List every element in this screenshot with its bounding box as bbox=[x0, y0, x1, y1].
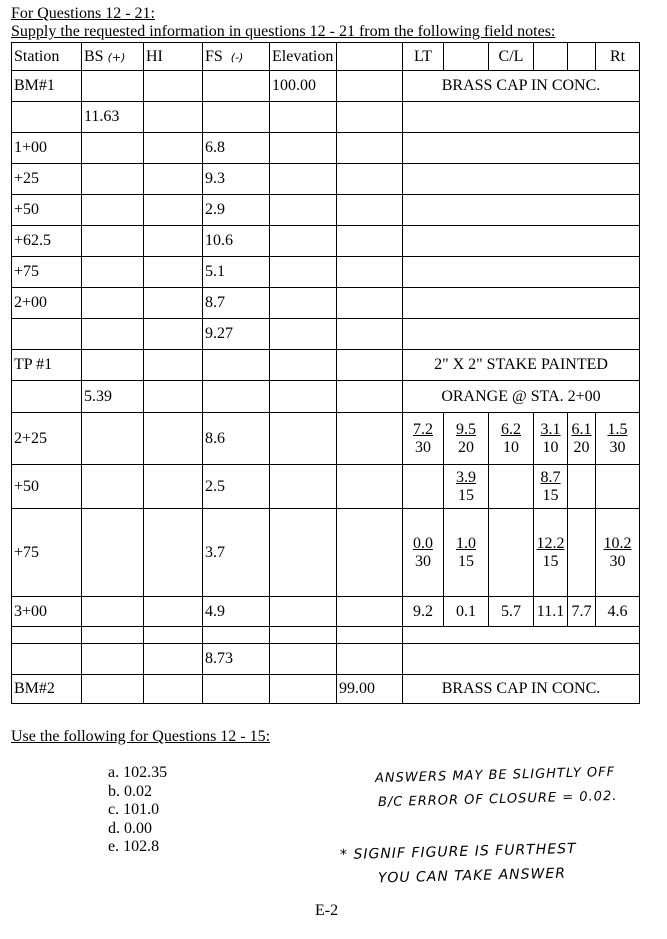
xsection-cell: 6.1 20 bbox=[568, 413, 596, 465]
section-heading: For Questions 12 - 21: bbox=[11, 5, 155, 22]
elevation-cell: 99.00 bbox=[337, 675, 403, 704]
fs-cell: 8.6 bbox=[203, 413, 270, 465]
table-row bbox=[12, 195, 640, 226]
station-cell: +75 bbox=[12, 257, 82, 288]
xsection-cell: 8.7 15 bbox=[534, 465, 568, 509]
answer-choices bbox=[108, 764, 167, 857]
station-cell: 1+00 bbox=[12, 133, 82, 164]
table-row bbox=[12, 133, 640, 164]
rt-header: Rt bbox=[596, 43, 640, 71]
xsection-cell: 3.1 10 bbox=[534, 413, 568, 465]
table-row bbox=[12, 597, 640, 627]
notes-cell: 2" X 2" STAKE PAINTED bbox=[403, 350, 640, 381]
table-row bbox=[12, 675, 640, 704]
choice-a: a. 102.35 bbox=[108, 764, 168, 781]
table-row bbox=[12, 509, 640, 597]
table-row bbox=[12, 288, 640, 319]
table-header-row bbox=[12, 43, 640, 71]
station-header: Station bbox=[12, 43, 82, 71]
xsection-cell: 7.7 bbox=[568, 597, 596, 627]
xsection-cell: 11.1 bbox=[534, 597, 568, 627]
table-row bbox=[12, 102, 640, 133]
table-row bbox=[12, 319, 640, 350]
table-row bbox=[12, 413, 640, 465]
xsection-cell: 1.5 30 bbox=[596, 413, 640, 465]
instructions: Supply the requested information in questions 12 - 21 from the following field notes: bbox=[11, 23, 556, 40]
choice-e: e. 102.8 bbox=[108, 838, 160, 856]
fs-cell: 8.7 bbox=[203, 288, 270, 319]
xsection-cell: 10.2 30 bbox=[596, 509, 640, 597]
xsection-cell: 3.9 15 bbox=[444, 465, 489, 509]
station-cell: BM#2 bbox=[12, 675, 82, 704]
bs-header: BS (+) bbox=[82, 43, 144, 71]
notes-cell: BRASS CAP IN CONC. bbox=[403, 71, 640, 102]
station-cell: 3+00 bbox=[12, 597, 82, 627]
xsection-cell: 0.1 bbox=[444, 597, 489, 627]
station-cell: +50 bbox=[12, 195, 82, 226]
xsection-cell: 1.0 15 bbox=[444, 509, 489, 597]
handwritten-note-2: B/C ERROR OF CLOSURE = 0.02. bbox=[377, 788, 618, 811]
xsection-cell: 0.0 30 bbox=[403, 509, 444, 597]
xsection-cell: 12.2 15 bbox=[534, 509, 568, 597]
xsection-cell: 9.5 20 bbox=[444, 413, 489, 465]
page-number: E-2 bbox=[315, 902, 339, 919]
station-cell: 2+25 bbox=[12, 413, 82, 465]
fs-cell: 9.3 bbox=[203, 164, 270, 195]
questions-intro: Use the following for Questions 12 - 15: bbox=[11, 728, 271, 745]
station-cell: TP #1 bbox=[12, 350, 82, 381]
notes-cell: BRASS CAP IN CONC. bbox=[403, 675, 640, 704]
handwritten-note-4: YOU CAN TAKE ANSWER bbox=[377, 865, 567, 887]
elevation-cell: 100.00 bbox=[270, 71, 337, 102]
station-cell: +50 bbox=[12, 465, 82, 509]
handwritten-note-1: ANSWERS MAY BE SLIGHTLY OFF bbox=[374, 764, 616, 787]
fs-header: FS (-) bbox=[203, 43, 270, 71]
xsection-cell: 7.2 30 bbox=[403, 413, 444, 465]
fs-cell: 8.73 bbox=[203, 644, 270, 675]
table-row bbox=[12, 627, 640, 644]
lt-header: LT bbox=[403, 43, 444, 71]
fs-cell: 6.8 bbox=[203, 133, 270, 164]
station-cell: 2+00 bbox=[12, 288, 82, 319]
table-row bbox=[12, 644, 640, 675]
fs-cell: 5.1 bbox=[203, 257, 270, 288]
table-row bbox=[12, 226, 640, 257]
bs-cell: 11.63 bbox=[82, 102, 144, 133]
choice-b: b. 0.02 bbox=[108, 782, 152, 800]
station-cell: +25 bbox=[12, 164, 82, 195]
table-row bbox=[12, 71, 640, 102]
fs-cell: 2.9 bbox=[203, 195, 270, 226]
notes-cell: ORANGE @ STA. 2+00 bbox=[403, 381, 640, 413]
station-cell: +62.5 bbox=[12, 226, 82, 257]
station-cell: +75 bbox=[12, 509, 82, 597]
table-row bbox=[12, 465, 640, 509]
table-row bbox=[12, 381, 640, 413]
field-notes-table bbox=[11, 42, 640, 704]
xsection-cell: 5.7 bbox=[489, 597, 534, 627]
xsection-cell: 9.2 bbox=[403, 597, 444, 627]
choice-d: d. 0.00 bbox=[108, 819, 152, 837]
table-row bbox=[12, 164, 640, 195]
bs-cell: 5.39 bbox=[82, 381, 144, 413]
fs-cell: 4.9 bbox=[203, 597, 270, 627]
hi-header: HI bbox=[144, 43, 203, 71]
fs-cell: 9.27 bbox=[203, 319, 270, 350]
xsection-cell: 6.2 10 bbox=[489, 413, 534, 465]
fs-cell: 3.7 bbox=[203, 509, 270, 597]
fs-cell: 10.6 bbox=[203, 226, 270, 257]
station-cell: BM#1 bbox=[12, 71, 82, 102]
cl-header: C/L bbox=[489, 43, 534, 71]
fs-cell: 2.5 bbox=[203, 465, 270, 509]
table-row bbox=[12, 257, 640, 288]
table-row bbox=[12, 350, 640, 381]
handwritten-note-3: * SIGNIF FIGURE IS FURTHEST bbox=[339, 840, 577, 864]
elevation-header: Elevation bbox=[270, 43, 337, 71]
xsection-cell: 4.6 bbox=[596, 597, 640, 627]
choice-c: c. 101.0 bbox=[108, 801, 160, 819]
